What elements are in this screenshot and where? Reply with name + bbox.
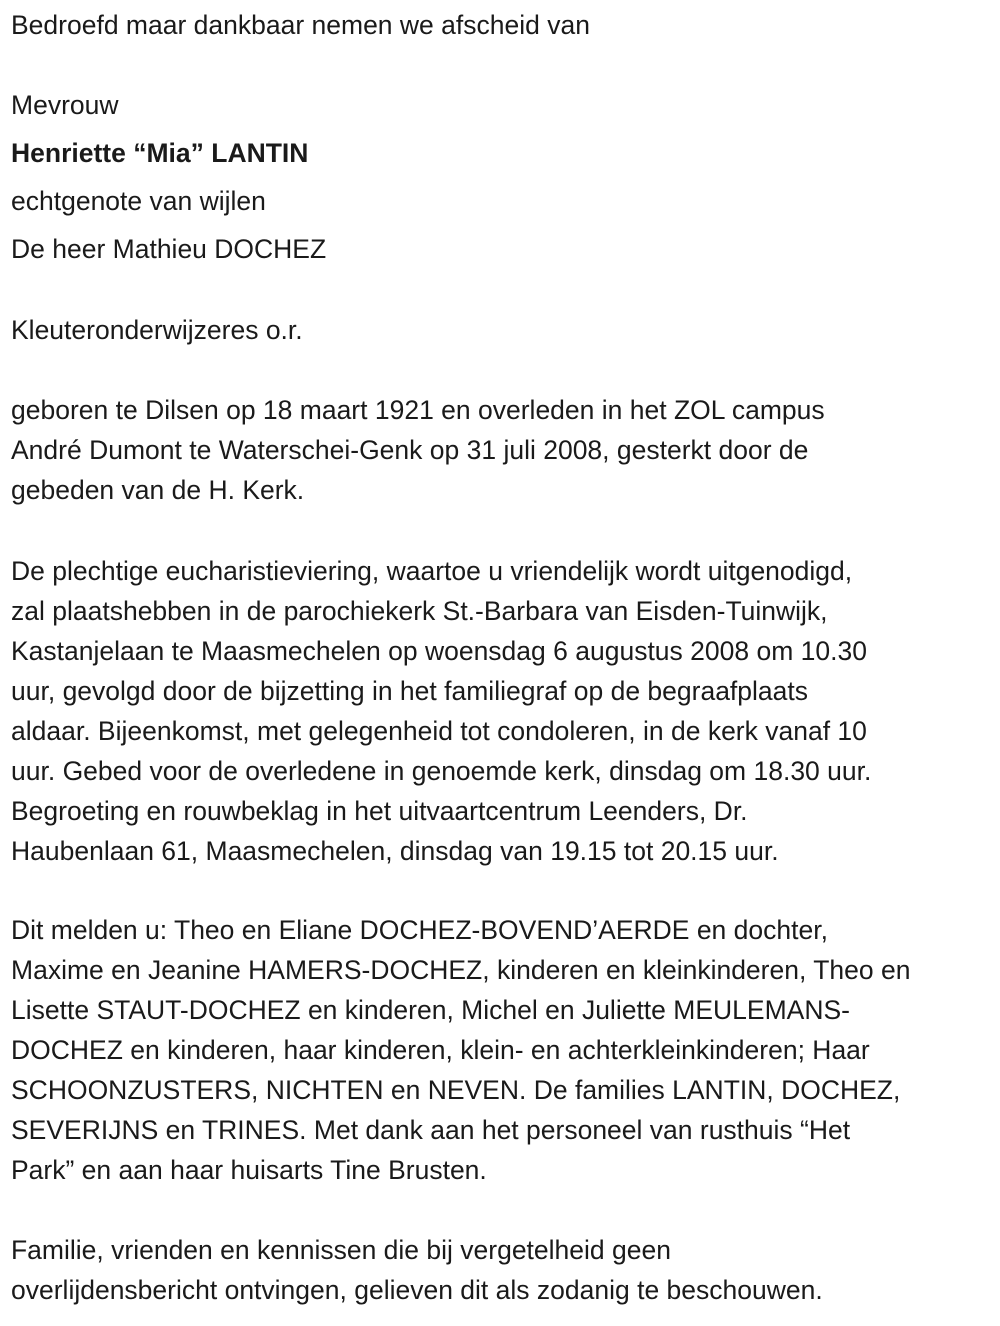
paragraph-line: Begroeting en rouwbeklag in het uitvaartcentrum Leenders, Dr.: [11, 796, 748, 826]
paragraph-line: Maxime en Jeanine HAMERS-DOCHEZ, kinderen en kleinkinderen, Theo en: [11, 955, 911, 985]
paragraph-line: Familie, vrienden en kennissen die bij vergetelheid geen: [11, 1235, 671, 1265]
salutation: Mevrouw: [11, 90, 119, 120]
paragraph-line: gebeden van de H. Kerk.: [11, 475, 305, 505]
paragraph-line: DOCHEZ en kinderen, haar kinderen, klein- en achterkleinkinderen; Haar: [11, 1035, 870, 1065]
paragraph-line: uur. Gebed voor de overledene in genoemde kerk, dinsdag om 18.30 uur.: [11, 756, 872, 786]
relation-text: echtgenote van wijlen: [11, 186, 266, 216]
paragraph-line: zal plaatshebben in de parochiekerk St.-Barbara van Eisden-Tuinwijk,: [11, 596, 828, 626]
paragraph-line: overlijdensbericht ontvingen, gelieven dit als zodanig te beschouwen.: [11, 1275, 823, 1305]
profession-block: [11, 310, 303, 350]
deceased-block: [11, 85, 326, 269]
paragraph-line: Kastanjelaan te Maasmechelen op woensdag 6 augustus 2008 om 10.30: [11, 636, 867, 666]
paragraph-line: geboren te Dilsen op 18 maart 1921 en overleden in het ZOL campus: [11, 395, 825, 425]
paragraph-line: SCHOONZUSTERS, NICHTEN en NEVEN. De families LANTIN, DOCHEZ,: [11, 1075, 901, 1105]
family-paragraph: [11, 910, 910, 1190]
birth-death-paragraph: [11, 390, 825, 510]
paragraph-line: uur, gevolgd door de bijzetting in het familiegraf op de begraafplaats: [11, 676, 809, 706]
paragraph-line: André Dumont te Waterschei-Genk op 31 juli 2008, gesterkt door de: [11, 435, 809, 465]
profession-text: Kleuteronderwijzeres o.r.: [11, 315, 303, 345]
deceased-name: Henriette “Mia” LANTIN: [11, 138, 309, 168]
intro-text: Bedroefd maar dankbaar nemen we afscheid van: [11, 10, 590, 40]
paragraph-line: aldaar. Bijeenkomst, met gelegenheid tot condoleren, in de kerk vanaf 10: [11, 716, 867, 746]
paragraph-line: SEVERIJNS en TRINES. Met dank aan het personeel van rusthuis “Het: [11, 1115, 851, 1145]
paragraph-line: Haubenlaan 61, Maasmechelen, dinsdag van 19.15 tot 20.15 uur.: [11, 836, 779, 866]
paragraph-line: De plechtige eucharistieviering, waartoe u vriendelijk wordt uitgenodigd,: [11, 556, 853, 586]
paragraph-line: Park” en aan haar huisarts Tine Brusten.: [11, 1155, 487, 1185]
closing-paragraph: [11, 1230, 823, 1310]
paragraph-line: Lisette STAUT-DOCHEZ en kinderen, Michel en Juliette MEULEMANS-: [11, 995, 850, 1025]
spouse-name: De heer Mathieu DOCHEZ: [11, 234, 327, 264]
ceremony-paragraph: [11, 551, 871, 871]
intro-block: [11, 5, 590, 45]
paragraph-line: Dit melden u: Theo en Eliane DOCHEZ-BOVEND’AERDE en dochter,: [11, 915, 828, 945]
